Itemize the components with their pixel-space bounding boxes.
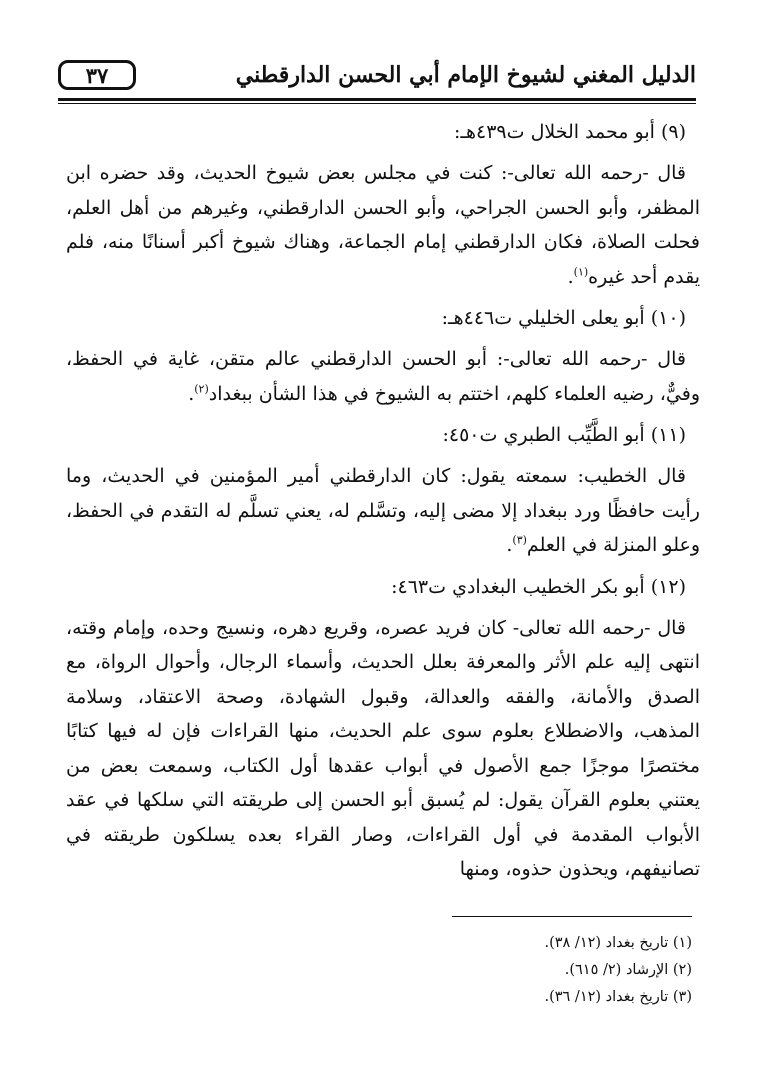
page-header: [58, 58, 696, 102]
heading-text: (١٠) أبو يعلى الخليلي ت٤٤٦هـ:: [441, 307, 686, 329]
paragraph-text: قال -رحمه الله تعالى-: كنت في مجلس بعض شيوخ الحديث، وقد حضره ابن المظفر، وأبو الحسن الجراحي، وأبو الحسن الدارقطني، وغيرهم من أهل العلم، فحلت الصلاة، فكان الدارقطني إمام الجماعة، وهناك شيوخ أكبر أسنانًا منه، فلم يقدم أحد غيره: [66, 162, 700, 288]
section-heading: [66, 114, 700, 150]
heading-text: (٩) أبو محمد الخلال ت٤٣٩هـ:: [454, 121, 686, 143]
paragraph: [66, 611, 700, 887]
running-title: الدليل المغني لشيوخ الإمام أبي الحسن الدارقطني: [235, 62, 696, 88]
paragraph: [66, 459, 700, 563]
paragraph: [66, 342, 700, 411]
main-text: [66, 114, 700, 893]
section-heading: [66, 417, 700, 453]
header-rule: [58, 98, 696, 101]
paragraph-end-mark: .: [506, 534, 513, 556]
paragraph-end-mark: .: [188, 382, 195, 405]
paragraph-text: قال -رحمه الله تعالى-: أبو الحسن الدارقطني عالم متقن، غاية في الحفظ، وفيٌّ، رضيه العلماء كلهم، اختتم به الشيوخ في هذا الشأن ببغداد: [66, 348, 700, 405]
footnote-reference[interactable]: (١): [573, 265, 589, 279]
heading-text: (١١) أبو الطَّيِّب الطبري ت٤٥٠:: [442, 424, 686, 446]
footnote: (٢) الإرشاد (٢/ ٦١٥).: [564, 962, 692, 978]
section-heading: [66, 300, 700, 336]
footnote-separator: [452, 916, 692, 917]
footnote: (٣) تاريخ بغداد (١٢/ ٣٦).: [544, 989, 692, 1005]
footnote-reference[interactable]: (٣): [512, 533, 527, 547]
footnote-reference[interactable]: (٢): [194, 382, 209, 396]
page-number: ٣٧: [58, 60, 136, 90]
heading-text: (١٢) أبو بكر الخطيب البغدادي ت٤٦٣:: [391, 575, 686, 598]
paragraph: [66, 156, 700, 294]
footnote: (١) تاريخ بغداد (١٢/ ٣٨).: [544, 935, 692, 951]
paragraph-end-mark: .: [567, 265, 574, 288]
paragraph-text: قال -رحمه الله تعالى- كان فريد عصره، وقريع دهره، ونسيج وحده، وإمام وقته، انتهى إليه علم الأثر والمعرفة بعلل الحديث، وأسماء الرجال، وأحوال الرواة، مع الصدق والأمانة، والفقه والعدالة، وقبول الشهادة، وصحة الاعتقاد، وسلامة المذهب، والاضطلاع بعلوم سوى علم الحديث، منها القراءات فإن له فيها كتابًا مختصرًا موجزًا جمع الأصول في أبواب عقدها أول الكتاب، وسمعت بعض من يعتني بعلوم القرآن يقول: لم يُسبق أبو الحسن إلى طريقته التي سلكها في عقد الأبواب المقدمة في أول القراءات، وصار القراء بعده يسلكون طريقته في تصانيفهم، ويحذون حذوه، ومنها: [66, 616, 701, 880]
paragraph-text: قال الخطيب: سمعته يقول: كان الدارقطني أمير المؤمنين في الحديث، وما رأيت حافظًا ورد ببغداد إلا مضى إليه، وتسَّلم له، يعني تسلَّم له التقدم في الحفظ، وعلو المنزلة في العلم: [66, 465, 700, 556]
header-rule-thin: [58, 103, 696, 104]
footnotes: [66, 930, 692, 1011]
section-heading: [66, 569, 700, 605]
